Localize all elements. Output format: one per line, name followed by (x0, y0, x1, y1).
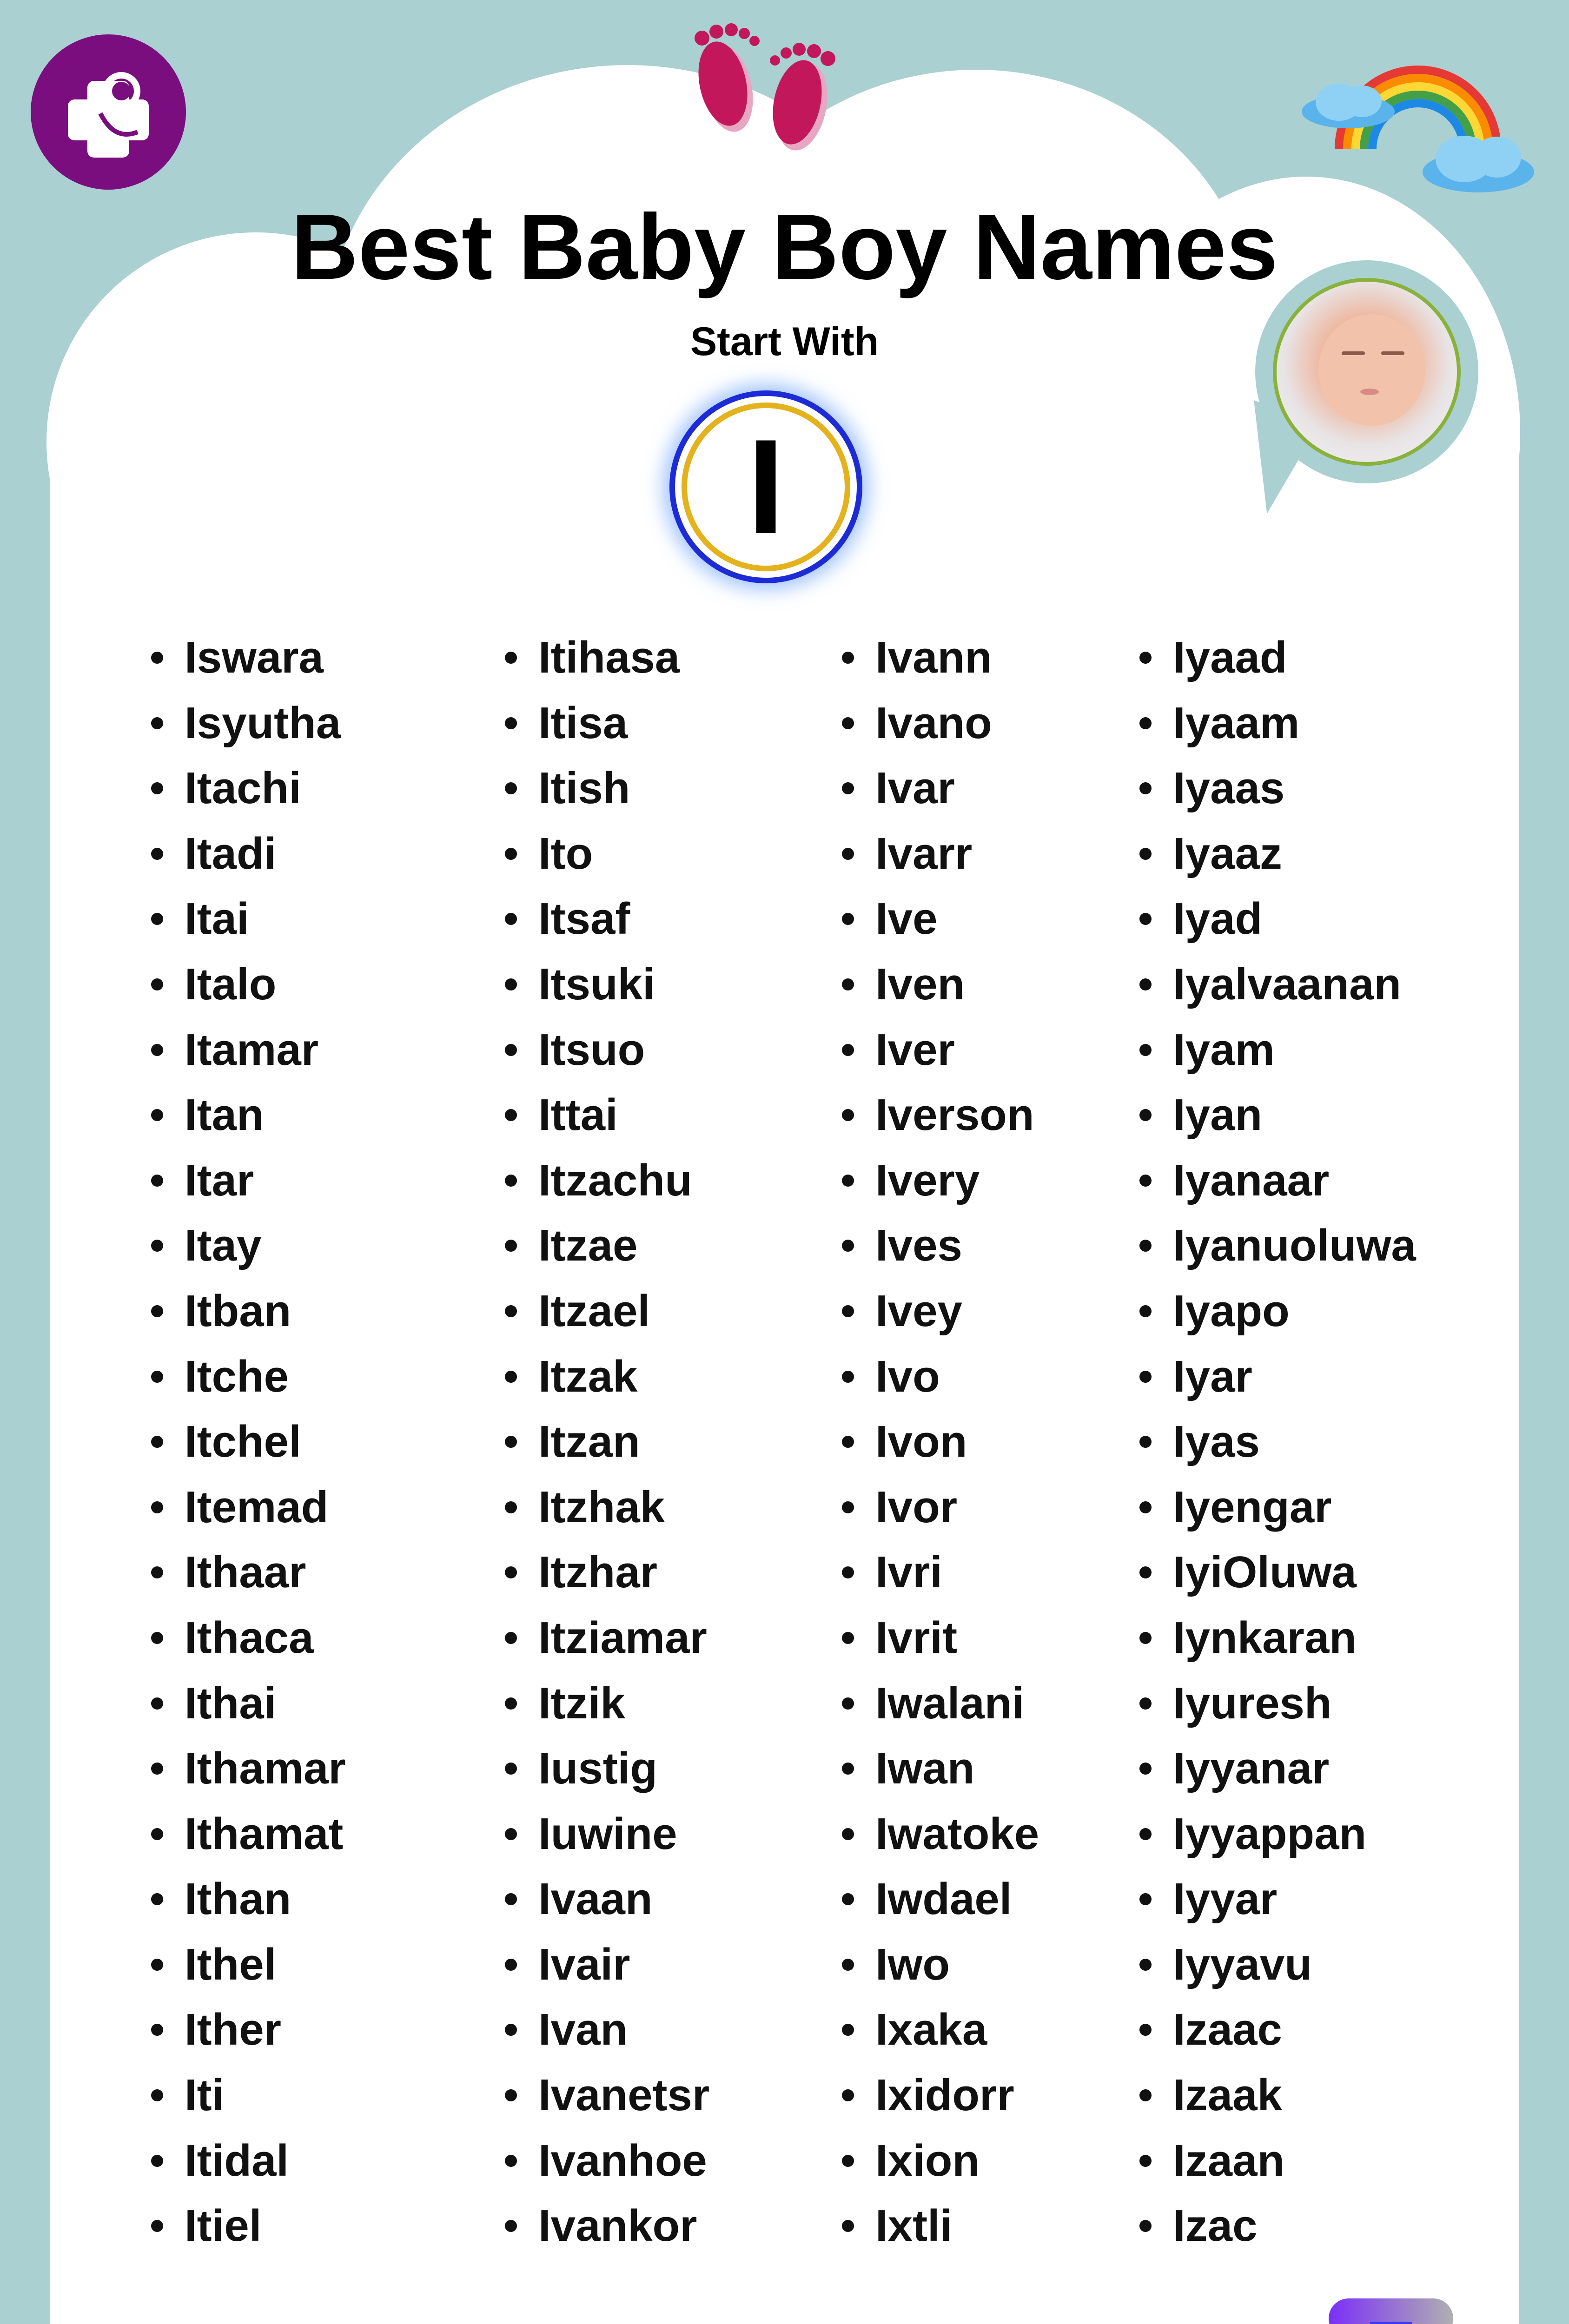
name-item: Izaac (1136, 2004, 1416, 2070)
name-item: Ixidorr (838, 2070, 1039, 2135)
name-item: Itadi (147, 828, 346, 894)
name-item: Iuwine (501, 1809, 709, 1874)
name-item: Iyyanar (1136, 1743, 1416, 1809)
name-item: Iynkaran (1136, 1612, 1416, 1678)
name-item: Ither (147, 2004, 346, 2070)
name-item: Iwo (838, 1939, 1039, 2005)
name-item: Italo (147, 959, 346, 1024)
name-item: Izaan (1136, 2135, 1416, 2201)
name-item: Iyyavu (1136, 1939, 1416, 2005)
name-item: Itche (147, 1351, 346, 1417)
name-item: Ivankor (501, 2200, 709, 2266)
names-column-4 (1136, 632, 1416, 2266)
name-item: Itban (147, 1286, 346, 1351)
name-item: Iwalani (838, 1678, 1039, 1743)
name-item: Ivair (501, 1939, 709, 2005)
name-item: Iyanuoluwa (1136, 1220, 1416, 1286)
name-item: Isyutha (147, 698, 346, 763)
name-item: Itzae (501, 1220, 709, 1286)
name-item: Ito (501, 828, 709, 894)
name-item: Ithamar (147, 1743, 346, 1809)
name-item: Ithaca (147, 1612, 346, 1678)
name-item: Iver (838, 1024, 1039, 1090)
name-item: Iyalvaanan (1136, 959, 1416, 1024)
name-item: Ivo (838, 1351, 1039, 1417)
name-item: Iyyar (1136, 1874, 1416, 1939)
name-item: Ivon (838, 1416, 1039, 1482)
name-item: Itish (501, 763, 709, 828)
name-item: Izaak (1136, 2070, 1416, 2135)
name-item: Itar (147, 1155, 346, 1221)
name-item: Ivanhoe (501, 2135, 709, 2201)
name-item: Iwdael (838, 1874, 1039, 1939)
name-item: IyiOluwa (1136, 1547, 1416, 1612)
name-item: Ivaan (501, 1874, 709, 1939)
letter-badge (669, 390, 862, 583)
name-item: Itiel (147, 2200, 346, 2266)
name-item: Iyas (1136, 1416, 1416, 1482)
name-item: Ivar (838, 763, 1039, 828)
name-item: Ivey (838, 1286, 1039, 1351)
page-title: Best Baby Boy Names (291, 195, 1278, 299)
name-item: Ives (838, 1220, 1039, 1286)
name-item: Itai (147, 893, 346, 959)
name-item: Iyar (1136, 1351, 1416, 1417)
baby-eye-left (1342, 351, 1365, 355)
baby-feet-icon (676, 14, 858, 167)
name-item: Ivann (838, 632, 1039, 698)
name-item: Iyam (1136, 1024, 1416, 1090)
name-item: Itzael (501, 1286, 709, 1351)
name-item: Iyaam (1136, 698, 1416, 763)
name-item: Itay (147, 1220, 346, 1286)
name-item: Ivan (501, 2004, 709, 2070)
name-item: Iven (838, 959, 1039, 1024)
name-item: Ivery (838, 1155, 1039, 1221)
name-item: Ithaar (147, 1547, 346, 1612)
letter-badge-letter: I (747, 411, 785, 562)
name-item: Ixion (838, 2135, 1039, 2201)
name-item: Itemad (147, 1482, 346, 1547)
name-item: Iverson (838, 1089, 1039, 1155)
name-item: Ivri (838, 1547, 1039, 1612)
name-item: Itchel (147, 1416, 346, 1482)
name-item: Ithel (147, 1939, 346, 2005)
name-item: Iyapo (1136, 1286, 1416, 1351)
name-item: Iyaaz (1136, 828, 1416, 894)
name-item: Iyaas (1136, 763, 1416, 828)
name-item: Itzik (501, 1678, 709, 1743)
name-item: Itsuo (501, 1024, 709, 1090)
name-item: Itzhak (501, 1482, 709, 1547)
name-item: Iyengar (1136, 1482, 1416, 1547)
name-item: Ithamat (147, 1809, 346, 1874)
name-item: Ivrit (838, 1612, 1039, 1678)
name-item: Ixtli (838, 2200, 1039, 2266)
name-item: Ivarr (838, 828, 1039, 894)
name-item: Itzachu (501, 1155, 709, 1221)
name-item: Ivano (838, 698, 1039, 763)
name-item: Ivanetsr (501, 2070, 709, 2135)
name-item: Ithai (147, 1678, 346, 1743)
name-item: Ixaka (838, 2004, 1039, 2070)
name-item: Ive (838, 893, 1039, 959)
name-item: Izac (1136, 2200, 1416, 2266)
name-item: Itsuki (501, 959, 709, 1024)
names-column-1 (147, 632, 346, 2266)
baby-photo (1273, 278, 1461, 466)
name-item: Iustig (501, 1743, 709, 1809)
names-column-2 (501, 632, 709, 2266)
name-item: Ittai (501, 1089, 709, 1155)
name-item: Iyyappan (1136, 1809, 1416, 1874)
name-item: Itamar (147, 1024, 346, 1090)
gradient-letter-i-icon (1325, 2298, 1457, 2324)
name-item: Ivor (838, 1482, 1039, 1547)
name-item: Iyaad (1136, 632, 1416, 698)
name-item: Ithan (147, 1874, 346, 1939)
medical-logo-icon[interactable] (31, 34, 186, 190)
rainbow-clouds-icon (1292, 56, 1534, 205)
name-item: Iyan (1136, 1089, 1416, 1155)
baby-mouth (1360, 389, 1379, 395)
name-item: Iyuresh (1136, 1678, 1416, 1743)
name-item: Itzhar (501, 1547, 709, 1612)
name-item: Itsaf (501, 893, 709, 959)
name-item: Iwan (838, 1743, 1039, 1809)
name-item: Itzak (501, 1351, 709, 1417)
name-item: Iyad (1136, 893, 1416, 959)
baby-face (1318, 314, 1425, 426)
baby-eye-right (1381, 351, 1404, 355)
name-item: Iti (147, 2070, 346, 2135)
name-item: Itidal (147, 2135, 346, 2201)
names-column-3 (838, 632, 1039, 2266)
name-item: Itisa (501, 698, 709, 763)
page-subtitle: Start With (690, 319, 879, 364)
name-item: Itan (147, 1089, 346, 1155)
name-item: Itziamar (501, 1612, 709, 1678)
name-item: Itachi (147, 763, 346, 828)
name-item: Itzan (501, 1416, 709, 1482)
name-item: Iyanaar (1136, 1155, 1416, 1221)
name-item: Iswara (147, 632, 346, 698)
name-item: Iwatoke (838, 1809, 1039, 1874)
name-item: Itihasa (501, 632, 709, 698)
